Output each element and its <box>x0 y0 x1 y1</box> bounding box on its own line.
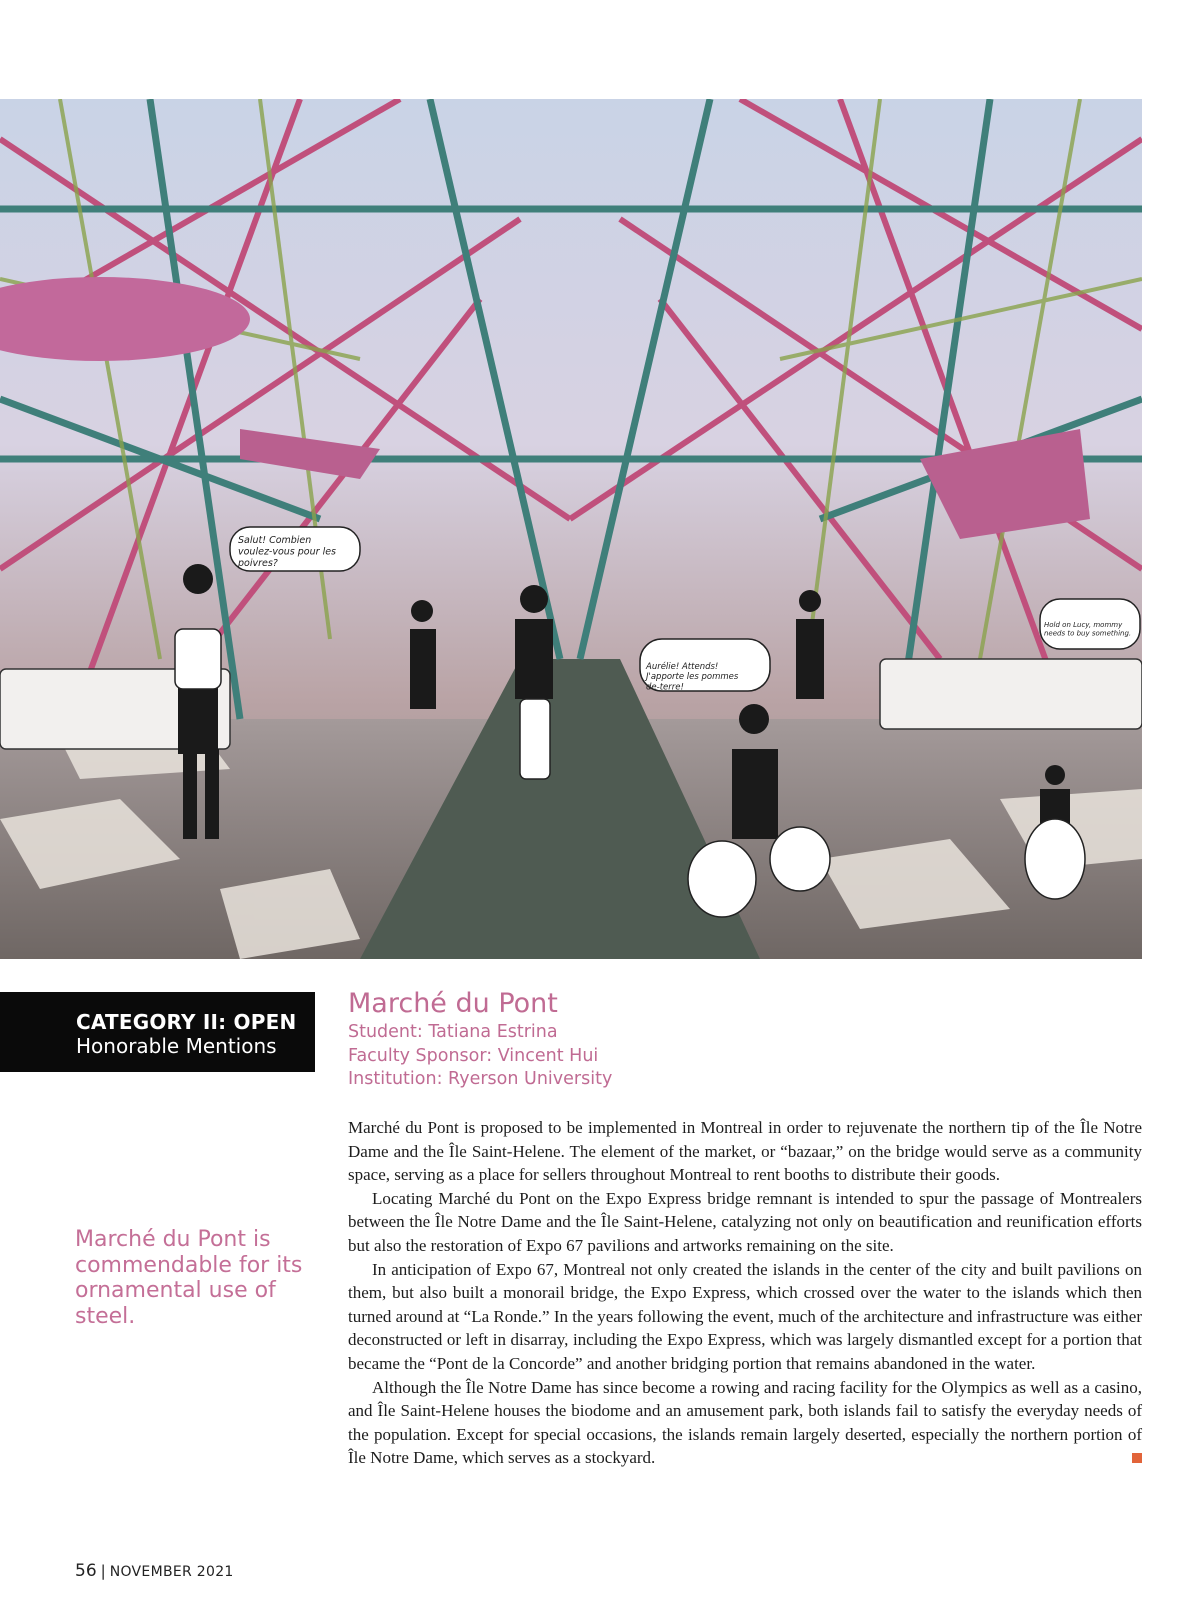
project-credits <box>348 987 612 1092</box>
hero-rendering <box>0 99 1142 959</box>
svg-text:Hold on Lucy, mommyneeds to bu <box>1044 621 1131 637</box>
institution-credit: Institution: Ryerson University <box>348 1069 613 1089</box>
bubble-line: needs to buy something. <box>1044 629 1132 638</box>
speech-bubble-3 <box>1040 599 1140 649</box>
bubble-line: J'apporte les pommes <box>646 672 739 683</box>
category-banner <box>0 992 315 1072</box>
bubble-line: Salut! Combien <box>238 535 312 546</box>
steel-truss-pink <box>0 99 1142 699</box>
speech-bubble-1 <box>230 527 360 571</box>
steel-truss-teal <box>0 99 1142 719</box>
sponsor-credit: Faculty Sponsor: Vincent Hui <box>348 1045 599 1066</box>
canopy-right <box>920 429 1090 539</box>
market-bridge-illustration <box>0 99 1142 959</box>
canopy-left <box>0 277 250 361</box>
steel-truss-green <box>0 99 1142 659</box>
bubble-line: poivres? <box>238 557 278 569</box>
page-footer <box>75 1561 234 1581</box>
speech-bubble-2 <box>640 639 770 692</box>
bubble-line: de-terre! <box>646 682 684 693</box>
bubble-text-3 <box>1044 621 1131 637</box>
article-body <box>348 1116 1142 1470</box>
bubble-line: Hold on Lucy, mommy <box>1044 621 1123 629</box>
end-of-article-square-icon <box>1132 1453 1142 1463</box>
body-paragraph-4 <box>348 1376 1142 1470</box>
pull-quote: Marché du Pont is commendable for its ornamental use of steel. <box>75 1227 303 1329</box>
body-paragraph-1: Marché du Pont is proposed to be implemented in Montreal in order to rejuvenate the northern tip of the Île Notre Dame and the Île Saint-Helene. The element of the market, or “bazaar,” on the bridge would serve as a community space, serving as a place for sellers throughout Montreal to rent booths to distribute their goods. <box>348 1118 1142 1185</box>
category-subtitle: Honorable Mentions <box>76 1034 277 1058</box>
body-paragraph-2: Locating Marché du Pont on the Expo Express bridge remnant is intended to spur the passage of Montrealers between the Île Notre Dame and the Île Saint-Helene, catalyzing not only on beautification and reunification efforts but also the restoration of Expo 67 pavilions and artworks remaining on the site. <box>348 1188 1142 1255</box>
page-number: 56 <box>75 1561 97 1581</box>
project-title: Marché du Pont <box>348 988 558 1019</box>
student-credit: Student: Tatiana Estrina <box>348 1022 558 1042</box>
issue-date: NOVEMBER 2021 <box>109 1564 234 1580</box>
bubble-line: Aurélie! Attends! <box>646 662 719 672</box>
footer-separator: | <box>100 1562 106 1580</box>
body-paragraph-3: In anticipation of Expo 67, Montreal not only created the islands in the center of the city and built pavilions on them, but also built a monorail bridge, the Expo Express, which crossed over the water to the islands which then turned around at “La Ronde.” In the years following the event, much of the architecture and infrastructure was either deconstructed or left in disarray, including the Expo Express, which was largely dismantled except for a portion that became the “Pont de la Concorde” and another bridging portion that remains abandoned in the water. <box>348 1259 1142 1373</box>
body-paragraph-4-text: Although the Île Notre Dame has since become a rowing and racing facility for the Olympics as well as a casino, and Île Saint-Helene houses the biodome and an amusement park, both islands fail to satisfy the everyday needs of the population. Except for special occasions, the islands remain largely deserted, especially the northern portion of Île Notre Dame, which serves as a stockyard. <box>348 1377 1142 1468</box>
category-title: CATEGORY II: OPEN <box>76 1010 297 1034</box>
bubble-line: voulez-vous pour les <box>238 546 337 558</box>
